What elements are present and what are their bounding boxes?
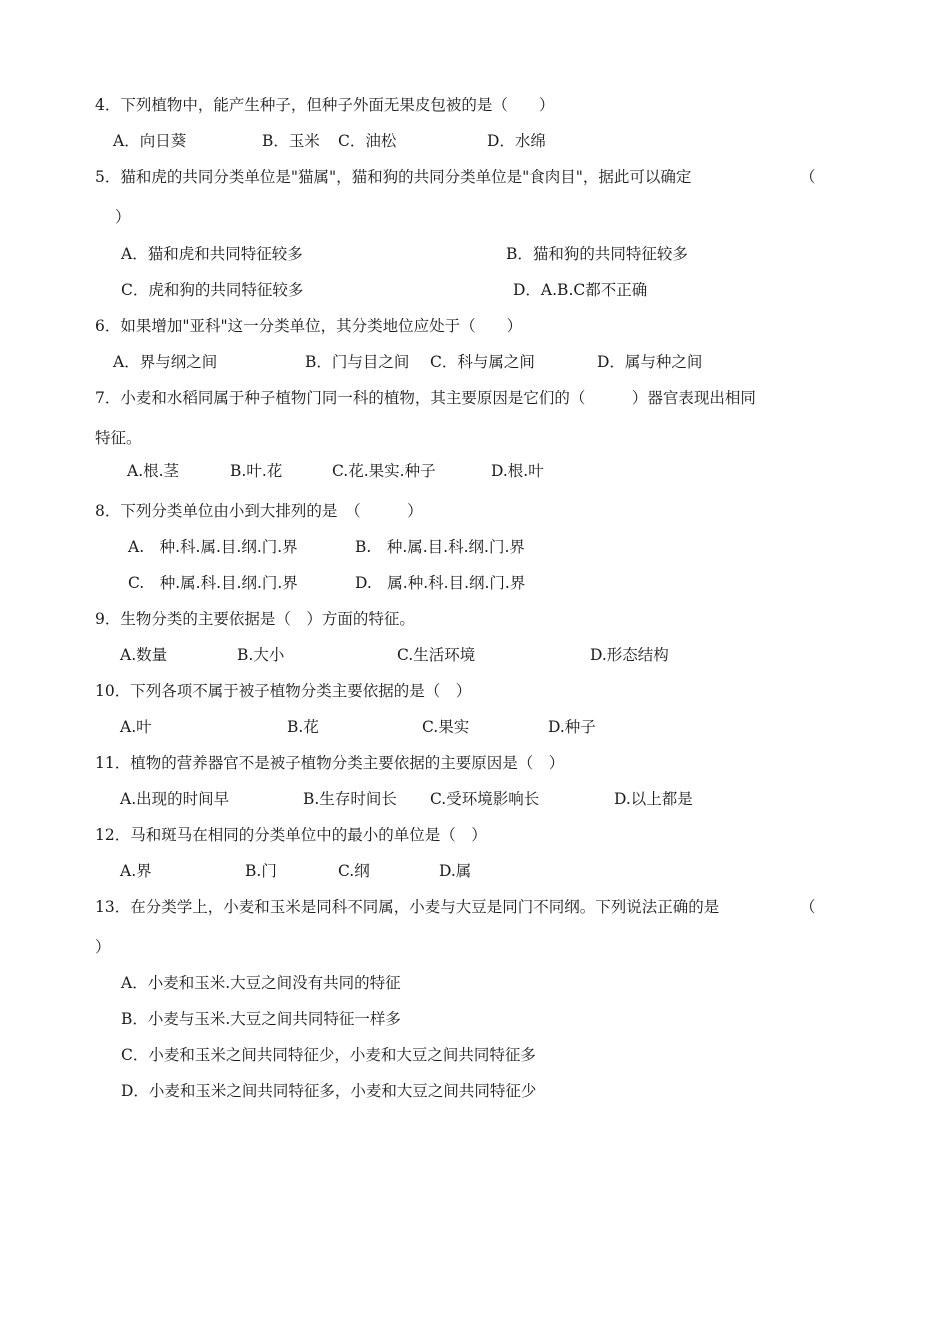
question-5-option-c: C．虎和狗的共同特征较多 bbox=[121, 281, 304, 299]
question-10-option-a: A.叶 bbox=[120, 718, 152, 736]
question-5-option-b: B．猫和狗的共同特征较多 bbox=[506, 245, 688, 263]
question-13-paren-open: （ bbox=[800, 898, 816, 916]
question-8-option-d: D. 属.种.科.目.纲.门.界 bbox=[355, 574, 526, 592]
question-6-option-b: B．门与目之间 bbox=[305, 353, 410, 371]
question-13-stem: 13．在分类学上，小麦和玉米是同科不同属，小麦与大豆是同门不同纲。下列说法正确的是 bbox=[95, 898, 720, 916]
question-7-stem: 7．小麦和水稻同属于种子植物门同一科的植物，其主要原因是它们的（ ）器官表现出相同 bbox=[95, 389, 756, 407]
question-9-option-a: A.数量 bbox=[120, 646, 168, 664]
question-11-option-a: A.出现的时间早 bbox=[120, 790, 230, 808]
question-12-option-d: D.属 bbox=[439, 862, 472, 880]
question-8-option-a: A. 种.科.属.目.纲.门.界 bbox=[128, 538, 298, 556]
question-5-paren-close: ） bbox=[115, 208, 131, 226]
question-4-option-a: A．向日葵 bbox=[113, 132, 187, 150]
question-6-option-c: C．科与属之间 bbox=[430, 353, 535, 371]
question-12-option-a: A.界 bbox=[120, 862, 152, 880]
question-7-option-c: C.花.果实.种子 bbox=[332, 462, 436, 480]
question-8-stem: 8．下列分类单位由小到大排列的是 （ ） bbox=[95, 502, 423, 520]
question-10-option-c: C.果实 bbox=[422, 718, 470, 736]
question-5-paren-open: （ bbox=[800, 168, 816, 186]
question-9-option-c: C.生活环境 bbox=[397, 646, 476, 664]
question-7-option-b: B.叶.花 bbox=[230, 462, 283, 480]
question-8-option-b: B. 种.属.目.科.纲.门.界 bbox=[355, 538, 525, 556]
question-10-stem: 10．下列各项不属于被子植物分类主要依据的是（ ） bbox=[95, 682, 472, 700]
question-8-option-c: C. 种.属.科.目.纲.门.界 bbox=[128, 574, 298, 592]
question-12-stem: 12．马和斑马在相同的分类单位中的最小的单位是（ ） bbox=[95, 826, 487, 844]
question-10-option-d: D.种子 bbox=[548, 718, 596, 736]
question-7-option-d: D.根.叶 bbox=[491, 462, 544, 480]
question-12-option-b: B.门 bbox=[245, 862, 277, 880]
question-7-stem-continued: 特征。 bbox=[95, 429, 142, 447]
question-13-option-a: A．小麦和玉米.大豆之间没有共同的特征 bbox=[121, 974, 401, 992]
question-11-stem: 11．植物的营养器官不是被子植物分类主要依据的主要原因是（ ） bbox=[95, 754, 565, 772]
question-4-stem: 4．下列植物中，能产生种子，但种子外面无果皮包被的是（ ） bbox=[95, 96, 555, 114]
question-6-option-a: A．界与纲之间 bbox=[113, 353, 218, 371]
question-13-option-c: C．小麦和玉米之间共同特征少，小麦和大豆之间共同特征多 bbox=[121, 1046, 536, 1064]
question-10-option-b: B.花 bbox=[287, 718, 319, 736]
question-5-option-a: A．猫和虎和共同特征较多 bbox=[121, 245, 303, 263]
question-5-stem: 5．猫和虎的共同分类单位是"猫属"，猫和狗的共同分类单位是"食肉目"，据此可以确定 bbox=[95, 168, 692, 186]
question-4-option-b: B．玉米 bbox=[262, 132, 320, 150]
question-13-paren-close: ） bbox=[95, 938, 111, 956]
question-7-option-a: A.根.茎 bbox=[127, 462, 180, 480]
question-4-option-c: C．油松 bbox=[338, 132, 397, 150]
question-11-option-d: D.以上都是 bbox=[614, 790, 693, 808]
question-4-option-d: D．水绵 bbox=[487, 132, 546, 150]
question-13-option-b: B．小麦与玉米.大豆之间共同特征一样多 bbox=[121, 1010, 401, 1028]
question-9-option-b: B.大小 bbox=[237, 646, 285, 664]
question-6-stem: 6．如果增加"亚科"这一分类单位，其分类地位应处于（ ） bbox=[95, 317, 523, 335]
question-6-option-d: D．属与种之间 bbox=[597, 353, 703, 371]
question-11-option-c: C.受环境影响长 bbox=[430, 790, 540, 808]
question-11-option-b: B.生存时间长 bbox=[303, 790, 397, 808]
question-12-option-c: C.纲 bbox=[338, 862, 370, 880]
question-9-option-d: D.形态结构 bbox=[590, 646, 669, 664]
question-9-stem: 9．生物分类的主要依据是（ ）方面的特征。 bbox=[95, 610, 415, 628]
question-13-option-d: D．小麦和玉米之间共同特征多，小麦和大豆之间共同特征少 bbox=[121, 1082, 537, 1100]
question-5-option-d: D．A.B.C都不正确 bbox=[513, 281, 648, 299]
